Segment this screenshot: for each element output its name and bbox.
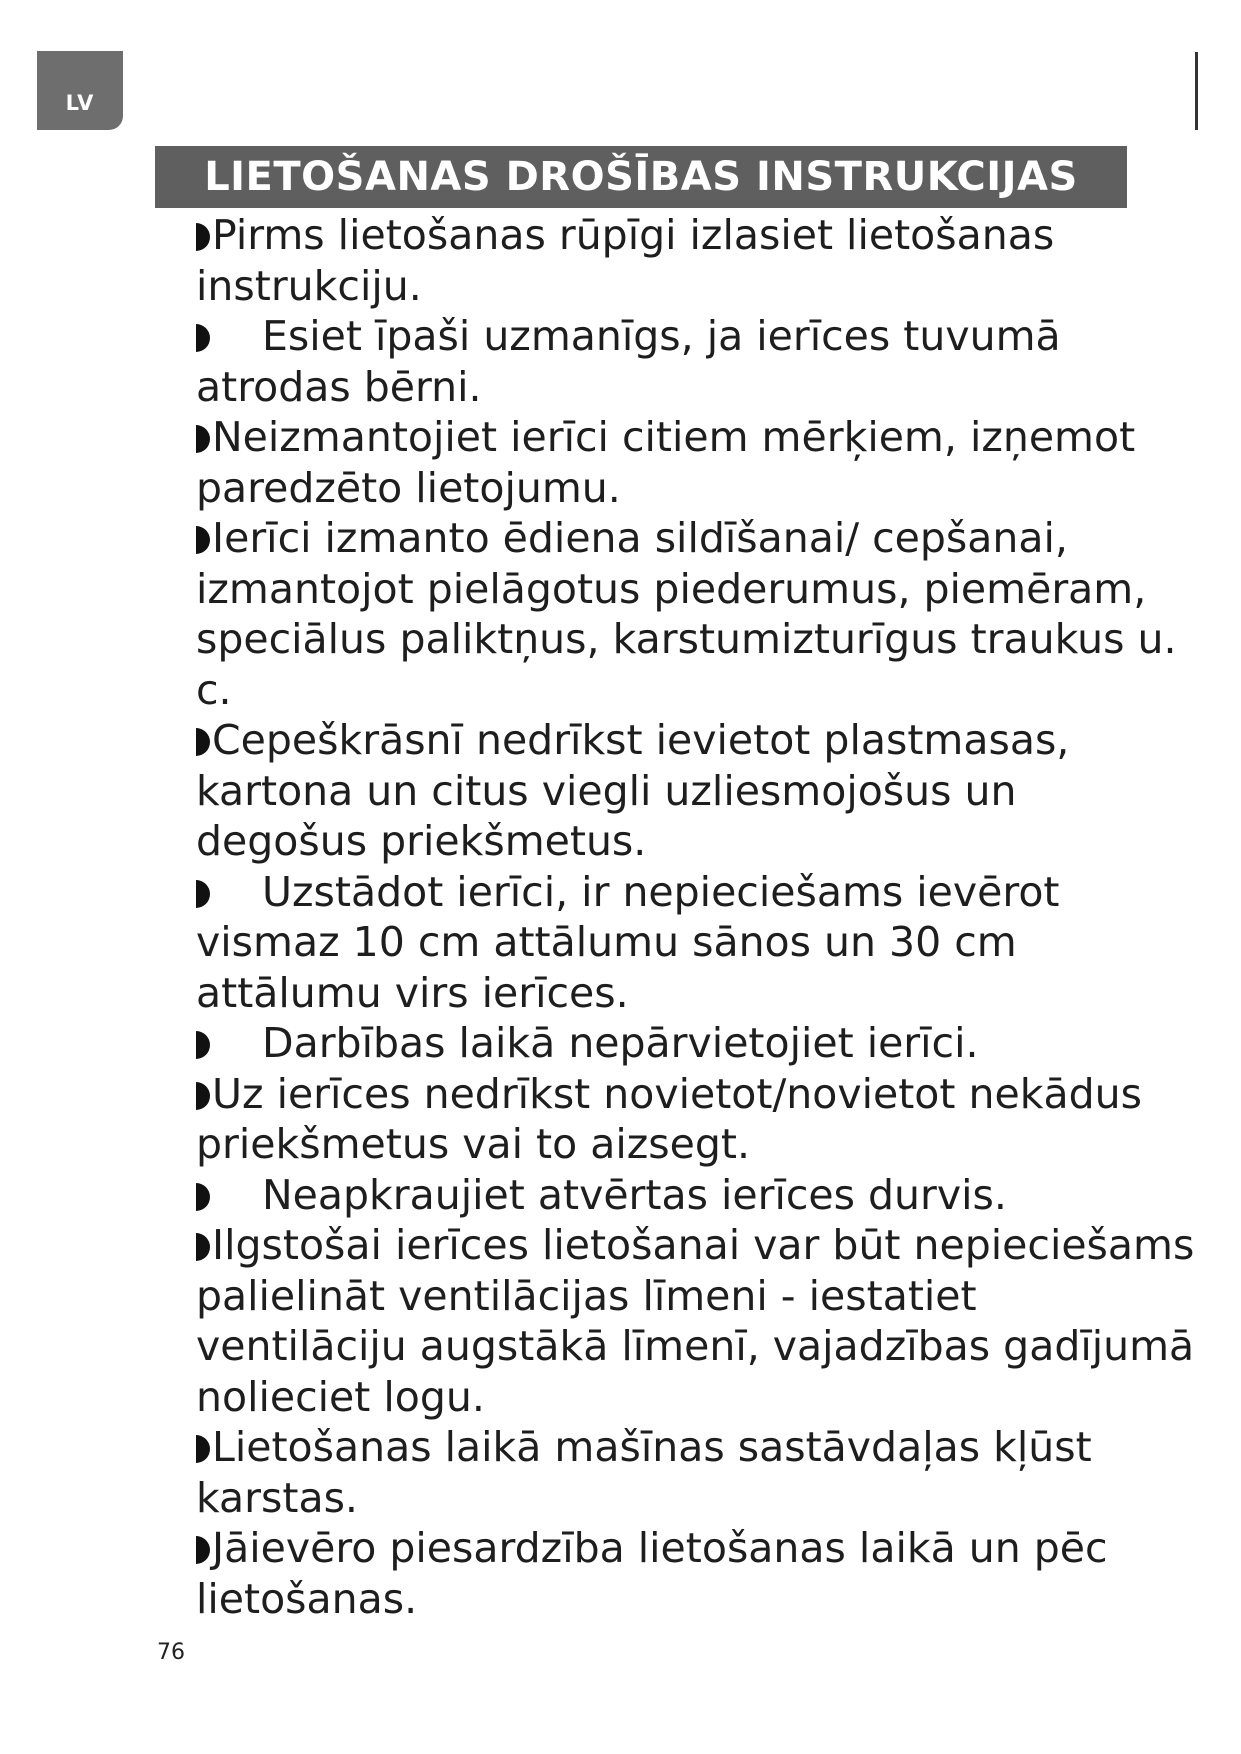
bullet-icon <box>196 526 210 554</box>
list-item <box>196 1220 1196 1422</box>
bullet-icon <box>196 880 210 908</box>
language-label: LV <box>65 90 95 115</box>
item-text: Jāievēro piesardzība lietošanas laikā un pēc lietošanas. <box>196 1524 1108 1623</box>
list-item <box>196 513 1196 715</box>
bullet-icon <box>196 1183 210 1211</box>
bullet-icon <box>196 425 210 453</box>
item-text: Cepeškrāsnī nedrīkst ievietot plastmasas, kartona un citus viegli uzliesmojošus un degošus priekšmetus. <box>196 716 1070 865</box>
item-text: Pirms lietošanas rūpīgi izlasiet lietošanas instrukciju. <box>196 211 1055 310</box>
item-text: Darbības laikā nepārvietojiet ierīci. <box>262 1019 979 1067</box>
bullet-icon <box>196 324 210 352</box>
list-item <box>196 210 1196 311</box>
section-title: LIETOŠANAS DROŠĪBAS INSTRUKCIJAS <box>204 154 1078 200</box>
bullet-icon <box>196 1233 210 1261</box>
item-text: Ilgstošai ierīces lietošanai var būt nepieciešams palielināt ventilācijas līmeni - iestatiet ventilāciju augstākā līmenī, vajadzības gadījumā nolieciet logu. <box>196 1221 1195 1421</box>
page-number: 76 <box>157 1640 185 1665</box>
item-text: Lietošanas laikā mašīnas sastāvdaļas kļūst karstas. <box>196 1423 1092 1522</box>
language-tab <box>37 51 123 130</box>
list-item <box>196 1069 1196 1170</box>
section-title-bar <box>155 146 1127 208</box>
item-text: Neizmantojiet ierīci citiem mērķiem, izņemot paredzēto lietojumu. <box>196 413 1136 512</box>
bullet-icon <box>196 1031 210 1059</box>
item-text: Uzstādot ierīci, ir nepieciešams ievērot vismaz 10 cm attālumu sānos un 30 cm attālumu virs ierīces. <box>196 867 1060 1017</box>
list-item <box>196 715 1196 867</box>
item-text: Ierīci izmanto ēdiena sildīšanai/ cepšanai, izmantojot pielāgotus piederumus, piemēram, speciālus paliktņus, karstumizturīgus traukus u. c. <box>196 514 1177 714</box>
instructions-list <box>196 210 1196 1624</box>
item-text: Neapkraujiet atvērtas ierīces durvis. <box>262 1170 1007 1219</box>
list-item <box>196 1018 1196 1069</box>
list-item <box>196 1170 1196 1221</box>
page-edge-line <box>1195 52 1198 130</box>
bullet-icon <box>196 728 210 756</box>
list-item <box>196 1422 1196 1523</box>
bullet-icon <box>196 223 210 251</box>
bullet-icon <box>196 1435 210 1463</box>
bullet-icon <box>196 1536 210 1564</box>
list-item <box>196 867 1196 1019</box>
bullet-icon <box>196 1082 210 1110</box>
item-text: Uz ierīces nedrīkst novietot/novietot nekādus priekšmetus vai to aizsegt. <box>196 1069 1142 1168</box>
list-item <box>196 412 1196 513</box>
list-item <box>196 1523 1196 1624</box>
item-text: Esiet īpaši uzmanīgs, ja ierīces tuvumā atrodas bērni. <box>196 312 1061 411</box>
list-item <box>196 311 1196 412</box>
